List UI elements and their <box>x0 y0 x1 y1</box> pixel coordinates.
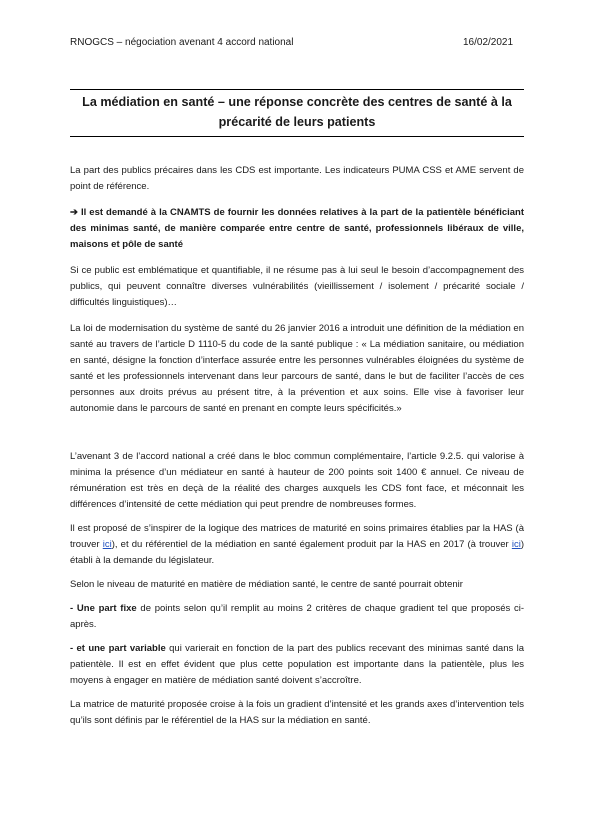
paragraph-7: Selon le niveau de maturité en matière de médiation santé, le centre de santé pourrait obtenir <box>70 579 463 590</box>
paragraph-1: La part des publics précaires dans les CDS est importante. Les indicateurs PUMA CSS et AME servent de point de référence. <box>70 165 524 192</box>
header-date: 16/02/2021 <box>463 37 514 48</box>
paragraph-9-text: qui varierait en fonction de la part des publics recevant des minimas santé dans la patientèle. Il est en effet évident que plus cette population est importante dans la patientèle, plus les moyens à engager en matière de médiation santé doivent s’accroître. <box>70 643 524 686</box>
paragraph-3: Si ce public est emblématique et quantifiable, il ne résume pas à lui seul le besoin d’accompagnement des publics, qui peuvent connaître diverses vulnérabilités (vieillissement / isolement / précarité sociale / difficultés linguistiques)… <box>70 265 524 308</box>
part-variable-label: - et une part variable <box>70 643 166 654</box>
paragraph-10: La matrice de maturité proposée croise à la fois un gradient d’intensité et les grands axes d’intervention tels qu’ils sont définis par le référentiel de la HAS sur la médiation en santé. <box>70 699 524 726</box>
paragraph-6-part-c: ) établi à la demande du législateur. <box>70 539 524 566</box>
arrow-icon: ➔ <box>70 207 78 218</box>
paragraph-8 <box>70 601 524 633</box>
paragraph-8-text: de points selon qu’il remplit au moins 2 critères de chaque gradient tel que proposés ci-après. <box>70 603 524 630</box>
paragraph-6-part-b: ), et du référentiel de la médiation en santé également produit par la HAS en 2017 (à trouver <box>111 539 512 550</box>
paragraph-6 <box>70 521 524 569</box>
header-title: RNOGCS – négociation avenant 4 accord national <box>70 37 294 48</box>
title-line-2: précarité de leurs patients <box>218 115 376 129</box>
document-body <box>70 163 524 729</box>
paragraph-4: La loi de modernisation du système de santé du 26 janvier 2016 a introduit une définition de la médiation en santé au travers de l’article D 1110-5 du code de la santé publique : « La médiation sanitaire, ou médiation en santé, désigne la fonction d’interface assurée entre les personnes vulnérables éloignées du système de santé et les professionnels intervenant dans leur parcours de santé, dans le but de faciliter l’accès de ces personnes aux droits prévus au présent titre, à la prévention et aux soins. Elle vise à favoriser leur autonomie dans le parcours de santé en prenant en compte leurs spécificités.» <box>70 323 524 414</box>
paragraph-5: L’avenant 3 de l’accord national a créé dans le bloc commun complémentaire, l’article 9.2.5. qui valorise à minima la présence d’un médiateur en santé à hauteur de 200 points soit 1400 € annuel. Ce niveau de rémunération est très en deçà de la réalité des charges auxquels les CDS font face, et méconnait les différences d’intensité de cette médiation qui peut prendre de nombreuses formes. <box>70 451 524 510</box>
link-has-referentiel[interactable]: ici <box>511 539 521 550</box>
paragraph-6-part-a: Il est proposé de s’inspirer de la logique des matrices de maturité en soins primaires établies par la HAS (à trouver <box>70 523 524 550</box>
part-fixe-label: - Une part fixe <box>70 603 137 614</box>
link-has-matrices[interactable]: ici <box>102 539 112 550</box>
paragraph-9 <box>70 641 524 689</box>
title-line-1: La médiation en santé – une réponse concrète des centres de santé à la <box>82 95 512 109</box>
paragraph-2 <box>70 205 524 253</box>
paragraph-2-text: Il est demandé à la CNAMTS de fournir les données relatives à la part de la patientèle bénéficiant des minimas santé, de manière comparée entre centre de santé, professionnels libéraux de ville, maisons et pôle de santé <box>70 207 525 250</box>
document-title <box>70 89 524 137</box>
